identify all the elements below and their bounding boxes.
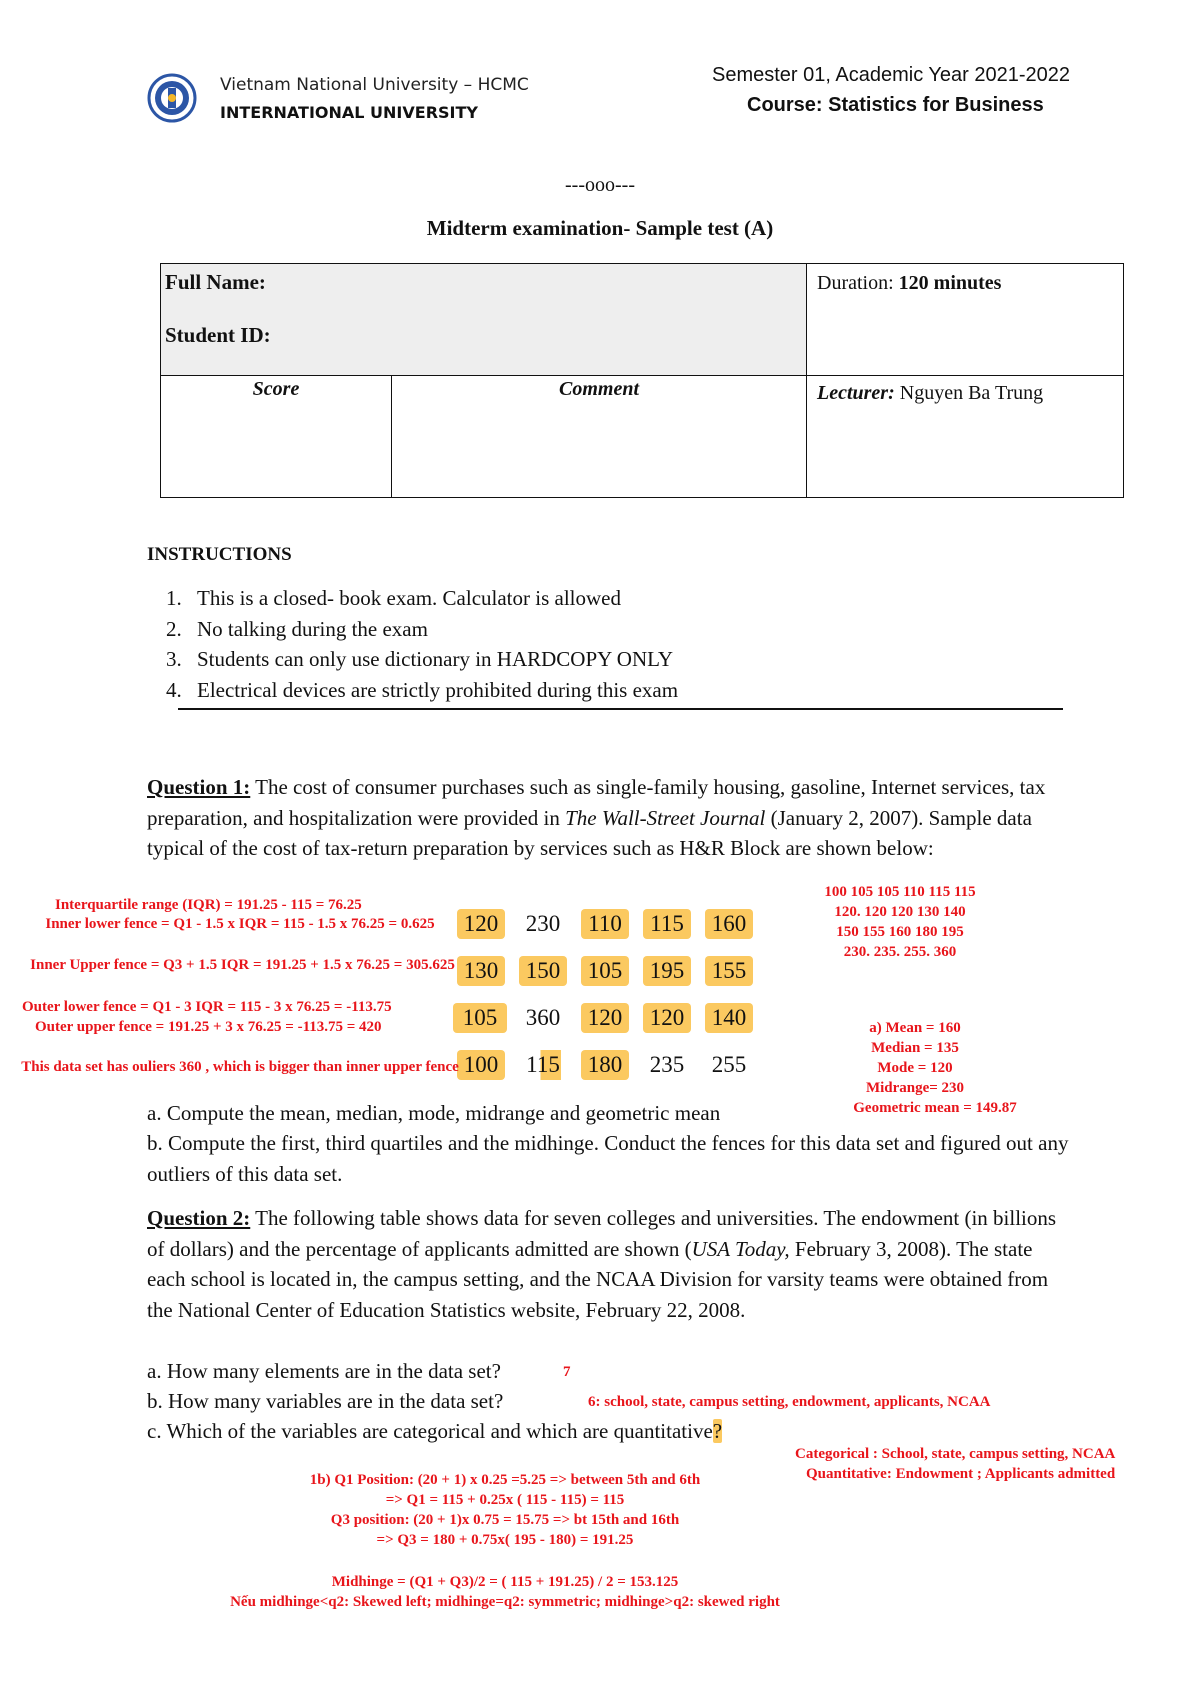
data-cell: 155: [705, 956, 753, 986]
annotation-q1-position: 1b) Q1 Position: (20 + 1) x 0.25 =5.25 => between 5th and 6th: [309, 1472, 701, 1488]
duration-value: 120 minutes: [898, 272, 1002, 294]
annotation-skewness-rule: Nếu midhinge<q2: Skewed left; midhinge=q2: symmetric; midhinge>q2: skewed right: [230, 1594, 780, 1610]
instructions-heading: INSTRUCTIONS: [147, 544, 292, 565]
question-2-part-a: a. How many elements are in the data set?: [147, 1359, 501, 1383]
ooo-separator: ---ooo---: [565, 174, 635, 196]
data-cell: 235: [649, 1052, 685, 1077]
data-cell: 120: [457, 909, 505, 939]
annotation-iqr: Interquartile range (IQR) = 191.25 - 115 = 76.25: [55, 897, 362, 913]
question-2-part-c-qmark: ?: [712, 1419, 723, 1443]
annotation-categorical: Categorical : School, state, campus setting, NCAA: [795, 1446, 1116, 1462]
data-cell: 105: [581, 956, 629, 986]
annotation-sorted-line: 120. 120 120 130 140: [834, 904, 966, 920]
question-2-source: USA Today,: [691, 1236, 790, 1261]
annotation-q1-value: => Q1 = 115 + 0.25x ( 115 - 115) = 115: [385, 1492, 625, 1508]
data-cell: 110: [581, 909, 629, 939]
lecturer-name: Nguyen Ba Trung: [894, 382, 1044, 404]
annotation-q2a-answer: 7: [563, 1364, 571, 1380]
score-label: Score: [252, 378, 300, 400]
annotation-mean: a) Mean = 160: [869, 1020, 961, 1036]
data-cell: 140: [705, 1003, 753, 1033]
annotation-mode: Mode = 120: [877, 1060, 953, 1076]
instruction-item: 3. Students can only use dictionary in HARDCOPY ONLY: [187, 644, 1067, 675]
instructions-divider: [178, 708, 1063, 710]
semester-label: Semester 01, Academic Year 2021-2022: [712, 64, 1071, 86]
data-cell: 120: [581, 1003, 629, 1033]
annotation-sorted-line: 100 105 105 110 115 115: [824, 884, 976, 900]
question-2-text: [147, 1203, 1072, 1325]
question-1-body-a: The cost of consumer purchases such as single-family housing, gasoline, Internet services, tax preparation, and hospitalization were provided in: [147, 775, 1046, 830]
data-cell-partial-highlight: 115: [519, 1050, 567, 1080]
data-cell: 120: [643, 1003, 691, 1033]
annotation-midhinge: Midhinge = (Q1 + Q3)/2 = ( 115 + 191.25) / 2 = 153.125: [331, 1574, 679, 1590]
annotation-outer-upper-fence: Outer upper fence = 191.25 + 3 x 76.25 = -113.75 = 420: [35, 1019, 382, 1035]
lecturer-label: Lecturer:: [817, 382, 895, 404]
university-logo-icon: [147, 73, 197, 123]
annotation-midrange: Midrange= 230: [865, 1080, 965, 1096]
name-id-cell: [161, 264, 807, 376]
annotation-q3-value: => Q3 = 180 + 0.75x( 195 - 180) = 191.25: [376, 1532, 634, 1548]
instruction-item: 1. This is a closed- book exam. Calculator is allowed: [187, 583, 1067, 614]
question-2-part-c: [147, 1416, 722, 1447]
question-2-body-b: February 3, 2008). The state each school is located in, the campus setting, and the NCAA Division for varsity teams were obtained from the National Center of Education Statistics website, February 22, 2008.: [147, 1236, 1049, 1322]
exam-title: Midterm examination- Sample test (A): [426, 216, 774, 240]
data-cell: 130: [457, 956, 505, 986]
university-name: Vietnam National University – HCMC: [220, 75, 529, 95]
exam-info-table: [160, 263, 1124, 498]
instructions-list: [147, 583, 1067, 705]
annotation-sorted-line: 230. 235. 255. 360: [843, 944, 957, 960]
student-id-label: Student ID:: [165, 323, 271, 347]
annotation-geometric-mean: Geometric mean = 149.87: [853, 1100, 1017, 1116]
annotation-median: Median = 135: [871, 1040, 959, 1056]
comment-label: Comment: [558, 378, 639, 400]
data-cell: 100: [457, 1050, 505, 1080]
annotation-outliers: This data set has ouliers 360 , which is bigger than inner upper fence: [21, 1059, 459, 1075]
data-cell: 230: [525, 911, 561, 936]
data-cell: 150: [519, 956, 567, 986]
question-2-part-c-text: c. Which of the variables are categorical and which are quantitative: [147, 1419, 713, 1443]
annotation-q3-position: Q3 position: (20 + 1)x 0.75 = 15.75 => bt 15th and 16th: [330, 1512, 680, 1528]
data-cell: 360: [525, 1005, 561, 1030]
question-2-part-b: b. How many variables are in the data set?: [147, 1389, 504, 1413]
full-name-label: Full Name:: [165, 270, 266, 294]
lecturer-cell: [807, 376, 1124, 498]
course-label: Course: Statistics for Business: [747, 94, 1044, 116]
score-cell: [161, 376, 392, 498]
question-2-label: Question 2:: [147, 1206, 251, 1230]
question-1-body-b: (January 2, 2007). Sample data typical of the cost of tax-return preparation by services such as H&R Block are shown below:: [147, 805, 1032, 860]
question-1-part-b: b. Compute the first, third quartiles and the midhinge. Conduct the fences for this data set and figured out any outliers of this data set.: [147, 1131, 1069, 1186]
question-1-label: Question 1:: [147, 775, 251, 799]
data-cell: 195: [643, 956, 691, 986]
instruction-item: 2. No talking during the exam: [187, 614, 1067, 645]
comment-cell: [392, 376, 807, 498]
duration-label: Duration:: [817, 272, 899, 294]
annotation-outer-lower-fence: Outer lower fence = Q1 - 3 IQR = 115 - 3 x 76.25 = -113.75: [22, 999, 392, 1015]
annotation-quantitative: Quantitative: Endowment ; Applicants admitted: [806, 1466, 1116, 1482]
question-1-text: [147, 772, 1067, 864]
school-name: INTERNATIONAL UNIVERSITY: [220, 103, 478, 122]
duration-cell: [807, 264, 1124, 376]
annotation-inner-lower-fence: Inner lower fence = Q1 - 1.5 x IQR = 115 - 1.5 x 76.25 = 0.625: [45, 916, 435, 932]
data-cell: 180: [581, 1050, 629, 1080]
annotation-q2b-answer: 6: school, state, campus setting, endowment, applicants, NCAA: [588, 1394, 991, 1410]
question-2-body-a: The following table shows data for seven colleges and universities. The endowment (in billions of dollars) and the percentage of applicants admitted are shown (: [147, 1206, 1057, 1261]
annotation-sorted-line: 150 155 160 180 195: [836, 924, 964, 940]
instruction-item: 4. Electrical devices are strictly prohibited during this exam: [187, 675, 1067, 706]
data-cell: 160: [705, 909, 753, 939]
instructions-list-wrap: [147, 583, 1067, 705]
data-cell: 105: [453, 1003, 507, 1033]
data-cell: 115: [643, 909, 691, 939]
question-1-journal: The Wall-Street Journal: [565, 805, 766, 830]
question-1-part-a: a. Compute the mean, median, mode, midrange and geometric mean: [147, 1101, 721, 1125]
annotation-inner-upper-fence: Inner Upper fence = Q3 + 1.5 IQR = 191.25 + 1.5 x 76.25 = 305.625: [30, 957, 455, 973]
data-cell: 255: [711, 1052, 747, 1077]
